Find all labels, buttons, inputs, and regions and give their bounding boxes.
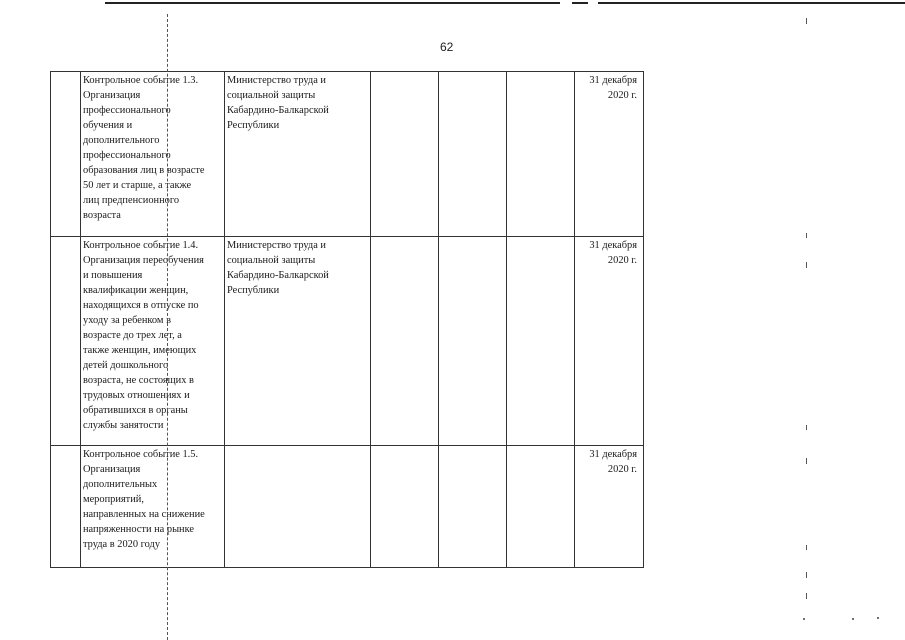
table-row bbox=[51, 446, 644, 568]
event-cell bbox=[81, 72, 225, 237]
empty-cell bbox=[507, 446, 575, 568]
scan-edge-mark bbox=[806, 262, 807, 268]
empty-cell bbox=[507, 237, 575, 446]
row-number-cell bbox=[51, 237, 81, 446]
empty-cell bbox=[439, 446, 507, 568]
empty-cell bbox=[371, 446, 439, 568]
deadline-cell bbox=[575, 446, 644, 568]
table-row bbox=[51, 237, 644, 446]
executor-cell bbox=[225, 446, 371, 568]
page-number: 62 bbox=[440, 40, 454, 54]
empty-cell bbox=[439, 237, 507, 446]
table-row bbox=[51, 72, 644, 237]
scan-artifact-line bbox=[167, 14, 168, 640]
event-text: Контрольное событие 1.3. Организация профессионального обучения и дополнительного профессионального образования лиц в возрасте 50 лет и старше, а также лиц предпенсионного возраста bbox=[83, 75, 205, 221]
deadline-cell bbox=[575, 237, 644, 446]
top-border-rule bbox=[105, 2, 905, 4]
scan-edge-mark bbox=[806, 545, 807, 550]
deadline-text: 31 декабря 2020 г. bbox=[589, 75, 637, 101]
scan-edge-mark bbox=[806, 233, 807, 238]
rule-gap bbox=[588, 0, 598, 5]
event-text: Контрольное событие 1.4. Организация переобучения и повышения квалификации женщин, находящихся в отпуске по уходу за ребенком в возрасте до трех лет, а также женщин, имеющих детей дошкольного возраста, не состоящих в трудовых отношениях и обратившихся в органы службы занятости bbox=[83, 240, 204, 431]
empty-cell bbox=[371, 72, 439, 237]
deadline-cell bbox=[575, 72, 644, 237]
plan-table bbox=[50, 71, 644, 568]
executor-text: Министерство труда и социальной защиты Кабардино-Балкарской Республики bbox=[227, 240, 329, 296]
scan-edge-mark bbox=[806, 572, 807, 578]
scan-dot bbox=[877, 617, 879, 619]
empty-cell bbox=[371, 237, 439, 446]
executor-text: Министерство труда и социальной защиты Кабардино-Балкарской Республики bbox=[227, 75, 329, 131]
scan-dot bbox=[852, 618, 854, 620]
rule-gap bbox=[560, 0, 572, 5]
executor-cell bbox=[225, 72, 371, 237]
event-text: Контрольное событие 1.5. Организация дополнительных мероприятий, направленных на снижение напряженности на рынке труда в 2020 году bbox=[83, 449, 205, 550]
row-number-cell bbox=[51, 72, 81, 237]
scan-edge-mark bbox=[806, 425, 807, 430]
deadline-text: 31 декабря 2020 г. bbox=[589, 240, 637, 266]
empty-cell bbox=[507, 72, 575, 237]
scan-edge-mark bbox=[806, 18, 807, 24]
scan-dot bbox=[803, 618, 805, 620]
scan-edge-mark bbox=[806, 593, 807, 599]
scan-edge-mark bbox=[806, 458, 807, 464]
executor-cell bbox=[225, 237, 371, 446]
event-cell bbox=[81, 237, 225, 446]
event-cell bbox=[81, 446, 225, 568]
deadline-text: 31 декабря 2020 г. bbox=[589, 449, 637, 475]
empty-cell bbox=[439, 72, 507, 237]
row-number-cell bbox=[51, 446, 81, 568]
